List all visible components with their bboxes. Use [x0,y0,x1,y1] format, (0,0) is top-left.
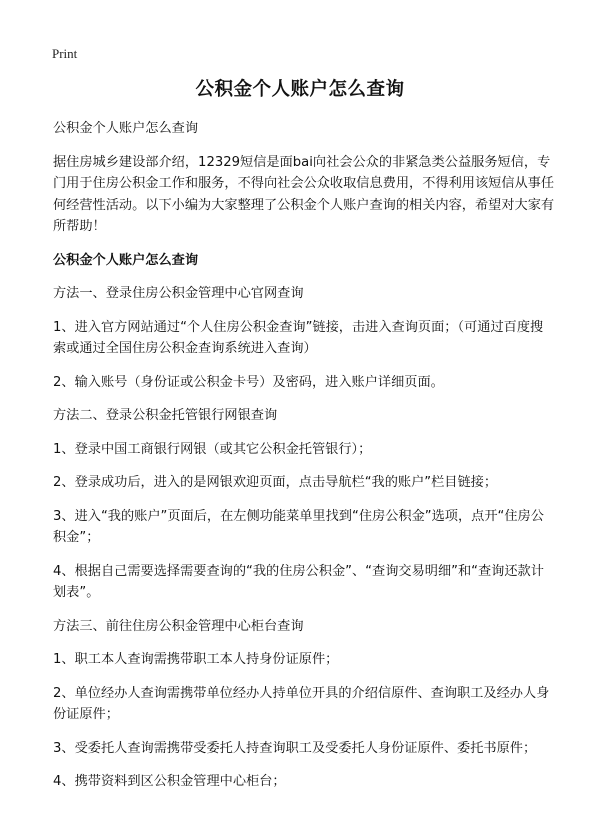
page-title: 公积金个人账户怎么查询 [195,79,405,100]
method-one-step-2: 2、输入账号（身份证或公积金卡号）及密码，进入账户详细页面。 [53,374,444,390]
method-three-step-1: 1、职工本人查询需携带职工本人持身份证原件； [53,652,339,667]
article-heading: 公积金个人账户怎么查询 [53,121,199,136]
print-link[interactable]: Print [52,46,78,61]
method-two-step-1: 1、登录中国工商银行网银（或其它公积金托管银行）； [53,441,372,457]
section-heading: 公积金个人账户怎么查询 [53,252,199,268]
method-two-step-4: 4、根据自己需要选择需要查询的“我的住房公积金”、“查询交易明细”和“查询还款计划表”。 [53,563,544,600]
intro-paragraph: 据住房城乡建设部介绍，12329短信是面bai向社会公众的非紧急类公益服务短信，专门用于住房公积金工作和服务，不得向社会公众收取信息费用，不得利用该短信从事任何经营性活动。以下小编为大家整理了公积金个人账户查询的相关内容，希望对大家有所帮助！ [53,154,555,234]
method-two-step-2: 2、登录成功后，进入的是网银欢迎页面，点击导航栏“我的账户”栏目链接； [53,475,498,490]
article-body [53,118,556,805]
method-two-step-3: 3、进入“我的账户”页面后，在左侧功能菜单里找到“住房公积金”选项，点开“住房公积金”； [53,508,544,545]
method-two-heading: 方法二、登录公积金托管银行网银查询 [53,408,278,423]
method-three-step-4: 4、携带资料到区公积金管理中心柜台； [53,774,286,789]
method-three-heading: 方法三、前往住房公积金管理中心柜台查询 [53,618,304,634]
method-three-step-3: 3、受委托人查询需携带受委托人持查询职工及受委托人身份证原件、委托书原件； [53,740,537,756]
method-one-heading: 方法一、登录住房公积金管理中心官网查询 [53,286,304,301]
method-three-step-2: 2、单位经办人查询需携带单位经办人持单位开具的介绍信原件、查询职工及经办人身份证原件； [53,685,550,722]
method-one-step-1: 1、进入官方网站通过“个人住房公积金查询”链接，击进入查询页面；（可通过百度搜索或通过全国住房公积金查询系统进入查询） [53,319,544,356]
